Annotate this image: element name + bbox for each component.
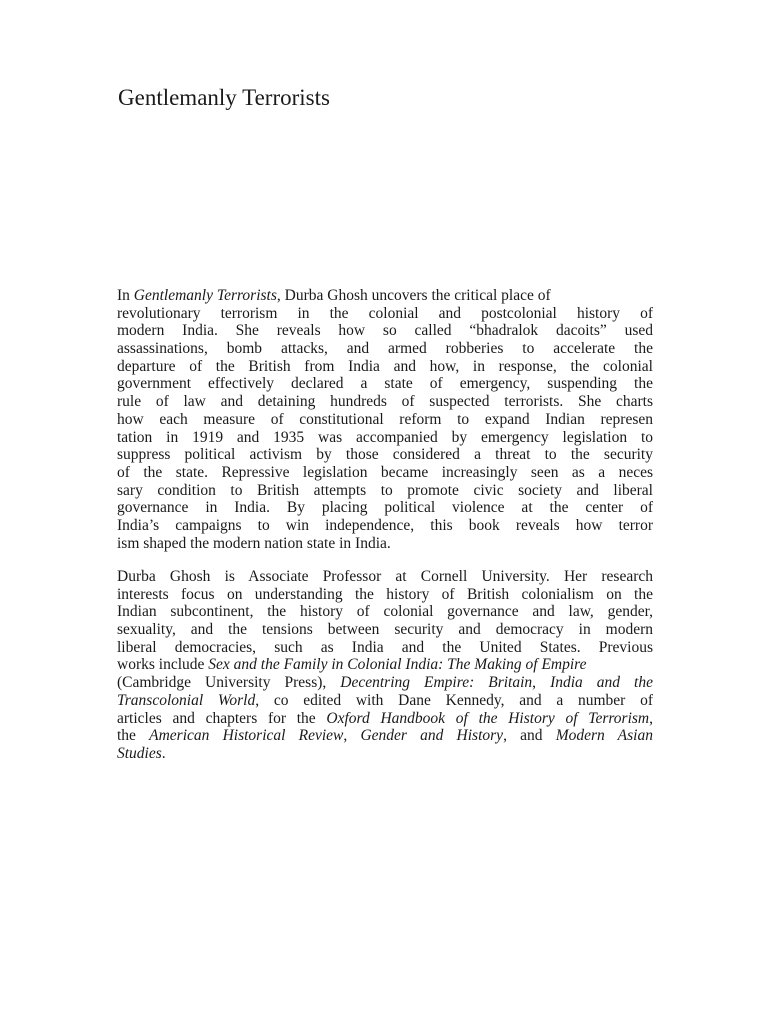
text-line bbox=[117, 305, 653, 323]
italic-title-text: India and the bbox=[550, 674, 653, 692]
text-run: Durba Ghosh is Associate Professor at Cornell University. Her research bbox=[117, 568, 653, 585]
italic-title-text: Sex and the Family in Colonial India: The Making of Empire bbox=[208, 656, 587, 674]
text-line bbox=[117, 358, 653, 376]
text-run: Indian subcontinent, the history of colonial governance and law, gender, bbox=[117, 603, 653, 621]
text-line bbox=[117, 603, 653, 621]
text-run: government effectively declared a state of emergency, suspending the bbox=[117, 375, 653, 393]
text-run: of the state. Repressive legislation became increasingly seen as a neces bbox=[117, 463, 653, 481]
text-run: the bbox=[117, 727, 150, 745]
text-run: India’s campaigns to win independence, this book reveals how terror bbox=[117, 516, 653, 534]
text-run: , bbox=[649, 709, 653, 727]
italic-title-text: Gender and History bbox=[360, 727, 504, 745]
italic-title-text: American Historical Review bbox=[149, 727, 344, 745]
author-bio-paragraph bbox=[117, 568, 653, 763]
abstract-paragraph bbox=[117, 287, 653, 552]
italic-title-text: Studies bbox=[117, 744, 162, 762]
text-line bbox=[117, 568, 653, 586]
text-line bbox=[117, 340, 653, 358]
text-line bbox=[117, 692, 653, 710]
text-run: modern India. She reveals how so called “bhadralok dacoits” used bbox=[117, 322, 653, 340]
text-line bbox=[117, 656, 653, 674]
text-run: how each measure of constitutional reform to expand Indian represen bbox=[117, 410, 653, 428]
text-run: interests focus on understanding the history of British colonialism on the bbox=[117, 585, 653, 603]
text-line bbox=[117, 499, 653, 517]
text-line bbox=[117, 535, 653, 553]
text-run: , bbox=[343, 727, 361, 745]
text-run: , bbox=[532, 674, 551, 692]
text-run: , co edited with Dane Kennedy, and a number of bbox=[255, 691, 653, 709]
text-line bbox=[117, 482, 653, 500]
text-line bbox=[117, 639, 653, 657]
text-line bbox=[117, 393, 653, 411]
text-run: sexuality, and the tensions between security and democracy in modern bbox=[117, 621, 653, 639]
text-run: . bbox=[161, 744, 166, 762]
text-line bbox=[117, 375, 653, 393]
text-line bbox=[117, 411, 653, 429]
text-line bbox=[117, 429, 653, 447]
text-run: rule of law and detaining hundreds of suspected terrorists. She charts bbox=[117, 393, 653, 411]
text-run: works include bbox=[117, 656, 209, 674]
italic-title-text: Transcolonial World bbox=[117, 691, 256, 709]
text-line bbox=[117, 727, 653, 745]
text-run: In bbox=[117, 287, 134, 304]
text-line bbox=[117, 322, 653, 340]
text-line bbox=[117, 446, 653, 464]
text-line bbox=[117, 710, 653, 728]
italic-title-text: Decentring Empire: Britain bbox=[340, 674, 533, 692]
text-line bbox=[117, 464, 653, 482]
text-line bbox=[117, 287, 653, 305]
text-run: departure of the British from India and how, in response, the colonial bbox=[117, 357, 653, 375]
text-run: , and bbox=[503, 727, 556, 745]
text-line bbox=[117, 745, 653, 763]
text-run: governance in India. By placing political violence at the center of bbox=[117, 499, 653, 517]
page-title: Gentlemanly Terrorists bbox=[118, 85, 330, 110]
text-run: sary condition to British attempts to promote civic society and liberal bbox=[117, 481, 653, 499]
text-run: , Durba Ghosh uncovers the critical place of bbox=[276, 287, 551, 304]
italic-title-text: Oxford Handbook of the History of Terrorism bbox=[326, 709, 650, 727]
text-run: articles and chapters for the bbox=[117, 709, 327, 727]
text-line bbox=[117, 517, 653, 535]
italic-title-text: Modern Asian bbox=[555, 727, 653, 745]
text-run: suppress political activism by those considered a threat to the security bbox=[117, 446, 653, 464]
text-run: tation in 1919 and 1935 was accompanied by emergency legislation to bbox=[117, 428, 653, 446]
text-run: assassinations, bomb attacks, and armed robberies to accelerate the bbox=[117, 340, 653, 358]
text-line bbox=[117, 621, 653, 639]
text-run: liberal democracies, such as India and the United States. Previous bbox=[117, 638, 653, 656]
italic-title-text: Gentlemanly Terrorists bbox=[133, 287, 277, 304]
text-run: ism shaped the modern nation state in India. bbox=[117, 534, 391, 552]
text-line bbox=[117, 674, 653, 692]
text-run: (Cambridge University Press), bbox=[117, 674, 341, 692]
text-run: revolutionary terrorism in the colonial and postcolonial history of bbox=[117, 304, 653, 322]
text-line bbox=[117, 586, 653, 604]
